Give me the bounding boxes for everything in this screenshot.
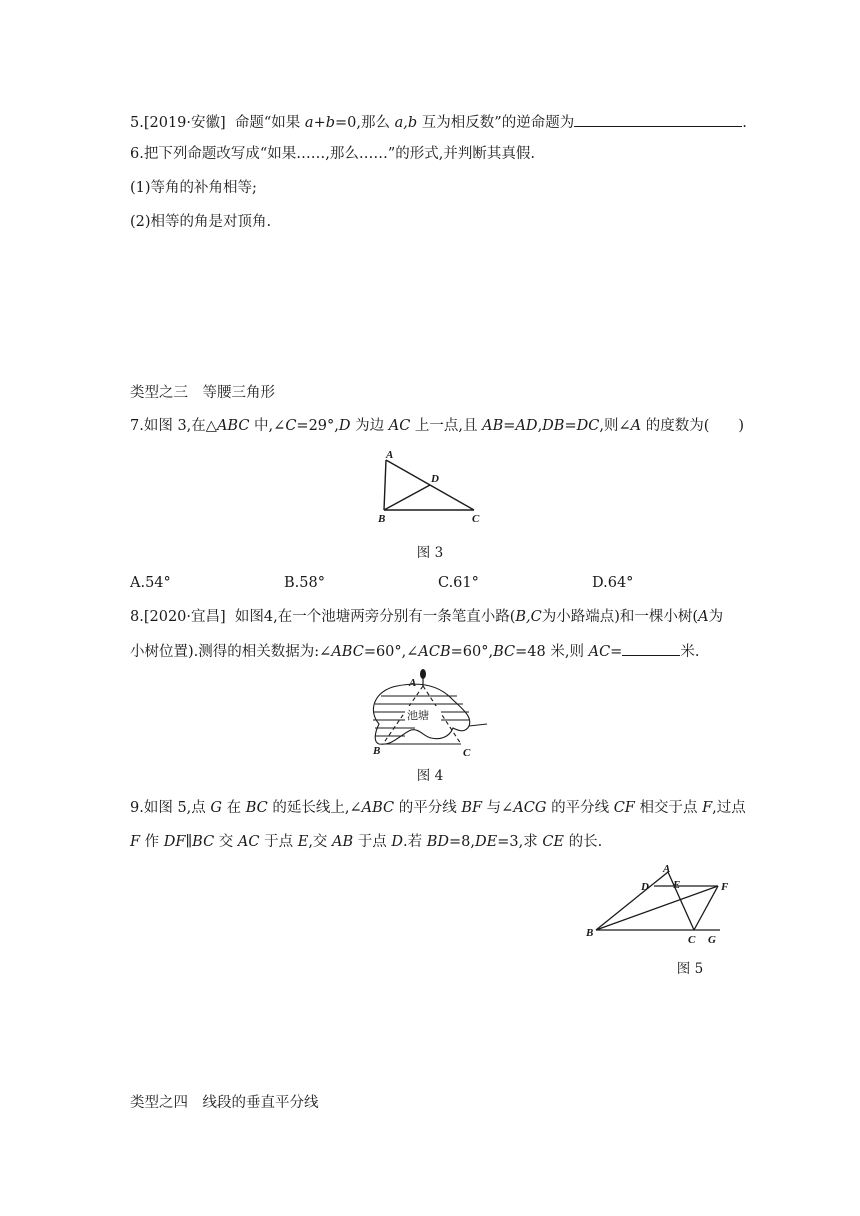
text: =3,求 [497,834,543,850]
question-8-line-1 [130,607,723,627]
text: 上一点,且 [410,418,483,434]
var: D [338,418,351,434]
tree-icon [420,669,426,686]
var: F [702,800,713,816]
text: 交 [214,834,238,850]
source-tag: [2020·宜昌] [143,609,226,625]
label-b: B [586,927,594,939]
text: 的度数为( ) [641,418,745,434]
label-a: A [663,863,671,875]
segment-ac [668,872,694,930]
text: 米. [680,644,700,660]
text: =29°, [296,418,339,434]
pond-label: 池塘 [407,709,429,722]
question-number: 5. [130,115,144,131]
var: a,b [394,115,418,131]
var: A [698,609,709,625]
text: 9.如图 5,点 [130,800,211,816]
segment-bd [384,485,430,510]
text: 于点 [259,834,298,850]
text: 为边 [350,418,389,434]
label-d: D [641,881,649,893]
var: AC [237,834,260,850]
var: BC [192,834,215,850]
figure-3 [370,448,490,528]
text: ,过点 [712,800,746,816]
var: BC [493,644,516,660]
segment-cf [694,886,718,930]
var: C [285,418,297,434]
figure-3-caption: 图 3 [416,545,444,561]
text: ∥ [185,834,193,850]
text: = [564,418,577,434]
section-title: 类型之三 等腰三角形 [130,385,275,401]
question-6: 6.把下列命题改写成“如果……,那么……”的形式,并判断其真假. [130,146,535,162]
option-c[interactable]: C.61° [438,575,479,591]
var: ACG [513,800,547,816]
answer-blank[interactable] [622,641,680,656]
text: 与∠ [482,800,514,816]
text: 命题“如果 [234,115,305,131]
text: , [537,418,543,434]
text: 小树位置).测得的相关数据为:∠ [130,644,332,660]
label-b: B [378,513,386,525]
var: AC [588,644,611,660]
option-d[interactable]: D.64° [592,575,634,591]
text: 的平分线 [546,800,614,816]
side-path [469,724,487,726]
text: ,交 [308,834,333,850]
label-b: B [373,745,381,757]
text: 7.如图 3,在△ [130,418,217,434]
question-6-part-2: (2)相等的角是对顶角. [130,214,272,230]
question-9-line-1 [130,798,746,818]
text: 互为相反数”的逆命题为 [417,115,575,131]
text: = [503,418,516,434]
question-8-line-2 [130,641,699,662]
var: F [130,834,141,850]
figure-4 [365,668,495,760]
text: =60°,∠ [363,644,419,660]
var: AB [482,418,504,434]
text: ,则∠ [599,418,631,434]
option-b[interactable]: B.58° [284,575,325,591]
var: BD [426,834,450,850]
text: 为 [708,609,724,625]
var: ABC [216,418,250,434]
text: 相交于点 [634,800,703,816]
figure-5-caption: 图 5 [676,961,704,977]
var: BF [461,800,483,816]
var: DE [475,834,498,850]
section-title: 类型之四 线段的垂直平分线 [130,1095,319,1111]
text: 在 [221,800,246,816]
var: ACB [418,644,451,660]
var: G [210,800,222,816]
label-c: C [688,934,696,946]
source-tag: [2019·安徽] [143,115,226,131]
label-g: G [708,934,716,946]
var: DF [163,834,186,850]
label-f: F [721,881,729,893]
text: 作 [140,834,164,850]
answer-blank[interactable] [574,112,742,127]
var: A [630,418,642,434]
var: CE [542,834,565,850]
text: 8. [130,609,144,625]
var: AB [332,834,354,850]
var: E [297,834,309,850]
var: b [325,115,336,131]
label-d: D [431,473,439,485]
var: BC [245,800,268,816]
label-a: A [386,449,394,461]
text: 的延长线上,∠ [267,800,362,816]
text: 如图4,在一个池塘两旁分别有一条笔直小路( [234,609,516,625]
var: B,C [515,609,542,625]
question-9-line-2 [130,832,602,852]
text: .若 [403,834,427,850]
text: = [610,644,623,660]
text: 的长. [564,834,603,850]
var: DB [542,418,565,434]
segment-ba [596,872,668,930]
var: CF [613,800,635,816]
text: 于点 [353,834,392,850]
question-5 [130,112,747,133]
text: + [313,115,326,131]
var: ABC [361,800,395,816]
question-6-part-1: (1)等角的补角相等; [130,180,257,196]
text: 中,∠ [249,418,286,434]
var: D [391,834,404,850]
segment-bf [596,886,718,930]
text: =0,那么 [335,115,395,131]
text: =8, [449,834,476,850]
text: . [742,115,747,131]
option-a[interactable]: A.54° [130,575,171,591]
text: =48 米,则 [515,644,589,660]
text: 为小路端点)和一棵小树( [541,609,699,625]
text: 的平分线 [394,800,462,816]
label-c: C [472,513,480,525]
var: ABC [331,644,364,660]
var: DC [576,418,600,434]
label-e: E [673,879,681,891]
segment-ab [384,460,386,510]
var: AC [388,418,411,434]
label-a: A [409,677,417,689]
figure-4-caption: 图 4 [416,768,444,784]
question-7 [130,416,744,436]
var: a [304,115,314,131]
text: =60°, [450,644,494,660]
figure-5 [582,862,732,948]
var: AD [515,418,538,434]
label-c: C [463,747,471,759]
